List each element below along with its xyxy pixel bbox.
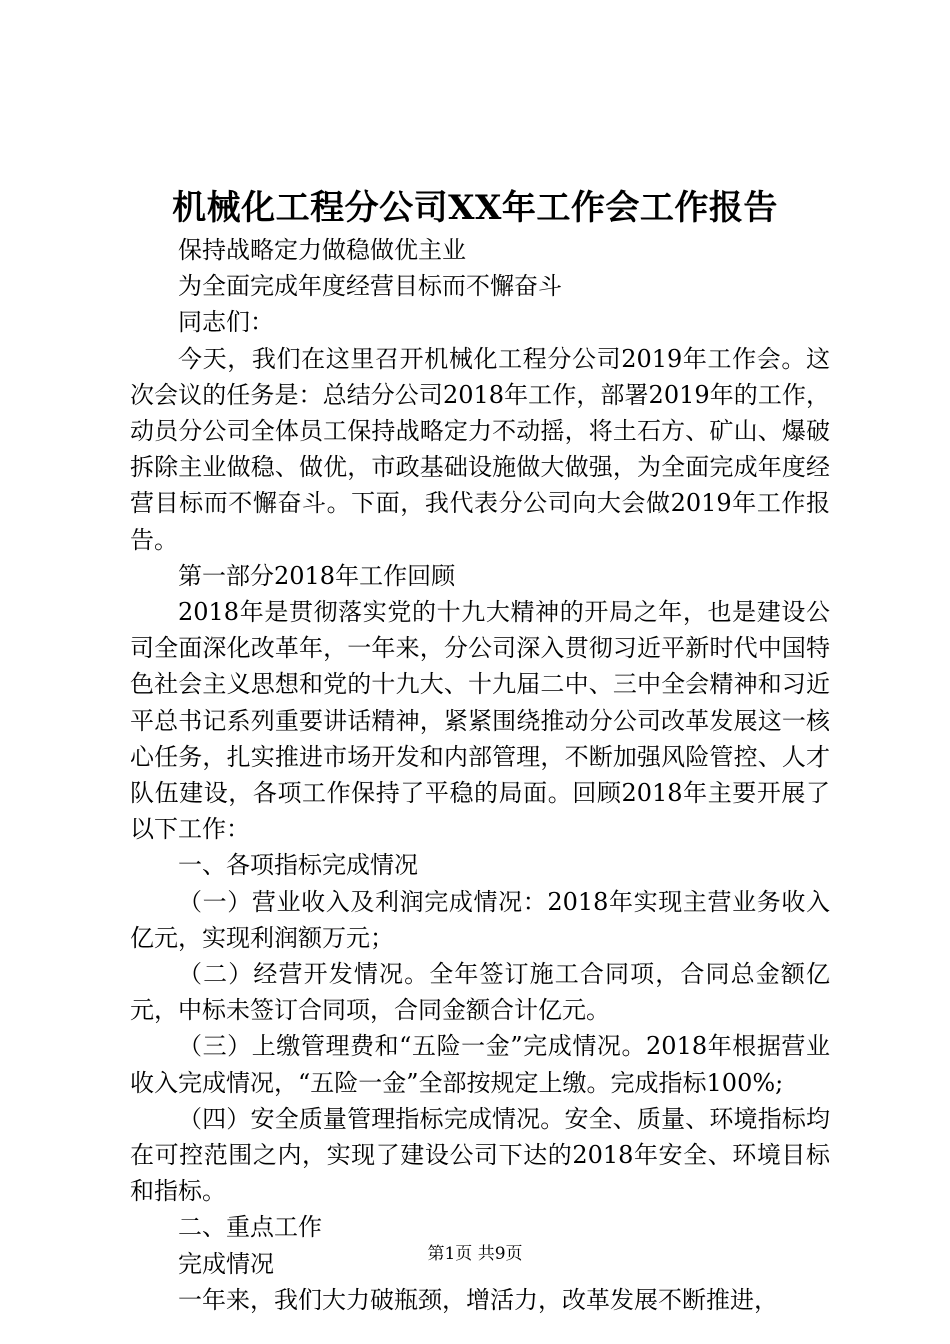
paragraph-review: 2018年是贯彻落实党的十九大精神的开局之年，也是建设公司全面深化改革年，一年来，分公司深入贯彻习近平新时代中国特色社会主义思想和党的十九大、十九届二中、三中全会精神和习近平总书记系列重要讲话精神，紧紧围绕推动分公司改革发展这一核心任务，扎实推进市场开发和内部管理，不断加强风险管控、人才队伍建设，各项工作保持了平稳的局面。回顾2018年主要开展了以下工作：	[130, 598, 830, 844]
section-heading-part-one: 第一部分2018年工作回顾	[178, 561, 456, 590]
greeting: 同志们：	[178, 308, 274, 337]
subtitle-line-2: 为全面完成年度经营目标而不懈奋斗	[178, 272, 562, 301]
list-item-management-fee: （三）上缴管理费和“五险一金”完成情况。2018年根据营业收入完成情况，“五险一金”全部按规定上缴。完成指标100%;	[130, 1032, 830, 1097]
page-footer: 第1页 共9页	[427, 1244, 523, 1264]
subtitle-line-1: 保持战略定力做稳做优主业	[178, 236, 466, 264]
list-item-business-development: （二）经营开发情况。全年签订施工合同项，合同总金额亿元，中标未签订合同项，合同金额合计亿元。	[130, 960, 830, 1025]
document-body	[130, 232, 830, 1318]
section-subheading-completion: 完成情况	[178, 1249, 274, 1278]
section-heading-key-work: 二、重点工作	[178, 1213, 322, 1242]
list-item-revenue: （一）营业收入及利润完成情况：2018年实现主营业务收入亿元，实现利润额万元；	[130, 887, 830, 952]
section-heading-indicators: 一、各项指标完成情况	[178, 851, 418, 880]
paragraph-opening: 今天，我们在这里召开机械化工程分公司2019年工作会。这次会议的任务是：总结分公司2018年工作，部署2019年的工作，动员分公司全体员工保持战略定力不动摇，将土石方、矿山、爆破拆除主业做稳、做优，市政基础设施做大做强，为全面完成年度经营目标而不懈奋斗。下面，我代表分公司向大会做2019年工作报告。	[130, 344, 830, 554]
list-item-safety-quality: （四）安全质量管理指标完成情况。安全、质量、环境指标均在可控范围之内，实现了建设公司下达的2018年安全、环境目标和指标。	[130, 1104, 830, 1206]
document-title: 机械化工程分公司XX年工作会工作报告	[172, 188, 778, 228]
paragraph-year-summary: 一年来，我们大力破瓶颈，增活力，改革发展不断推进，	[178, 1285, 778, 1314]
